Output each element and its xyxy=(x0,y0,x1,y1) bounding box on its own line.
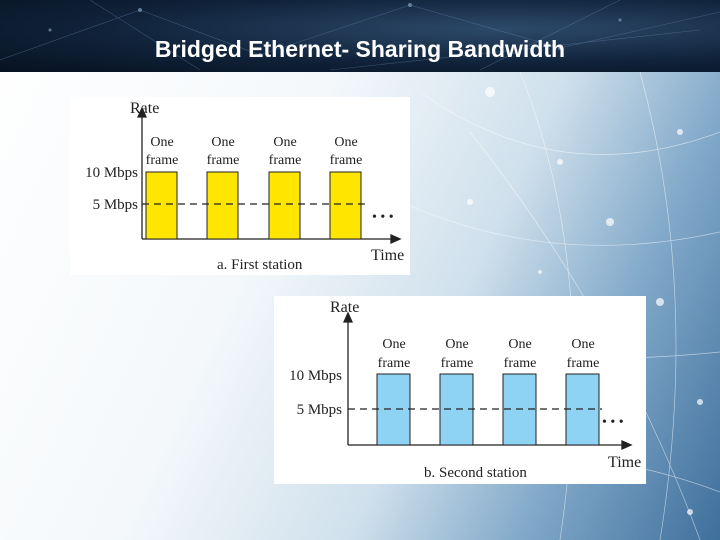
frame-label-2-line1: One xyxy=(445,337,469,352)
diagram-caption: b. Second station xyxy=(424,465,527,481)
y-axis-label: Rate xyxy=(130,100,160,117)
x-axis-label: Time xyxy=(608,454,642,471)
frame-label-3-line2: frame xyxy=(268,153,302,168)
frame-label-4-line2: frame xyxy=(329,153,363,168)
diagram-caption: a. First station xyxy=(217,257,303,273)
frame-label-2-line1: One xyxy=(211,135,235,150)
frame-bar-1 xyxy=(146,172,177,239)
level-low-label: 5 Mbps xyxy=(296,402,342,418)
diagram-first-station xyxy=(70,97,410,275)
level-high-label: 10 Mbps xyxy=(289,368,342,384)
title-bar xyxy=(0,0,720,72)
x-axis-arrow xyxy=(391,235,400,243)
frame-label-2-line2: frame xyxy=(206,153,240,168)
slide-title: Bridged Ethernet- Sharing Bandwidth xyxy=(154,36,566,62)
continuation-ellipsis: • • • xyxy=(602,415,624,430)
frame-label-1-line1: One xyxy=(150,135,174,150)
frame-label-4-line2: frame xyxy=(566,356,600,371)
x-axis-label: Time xyxy=(371,247,405,264)
frame-bar-3 xyxy=(269,172,300,239)
frame-bar-1 xyxy=(377,374,410,445)
frame-label-1-line1: One xyxy=(382,337,406,352)
y-axis-label: Rate xyxy=(330,299,360,316)
diagram-second-station xyxy=(274,296,646,484)
frame-label-3-line2: frame xyxy=(503,356,537,371)
level-high-label: 10 Mbps xyxy=(85,165,138,181)
frame-label-1-line2: frame xyxy=(377,356,411,371)
frame-label-3-line1: One xyxy=(273,135,297,150)
frame-bar-2 xyxy=(207,172,238,239)
x-axis-arrow xyxy=(622,441,631,449)
level-low-label: 5 Mbps xyxy=(92,197,138,213)
frame-label-2-line2: frame xyxy=(440,356,474,371)
frame-label-4-line1: One xyxy=(571,337,595,352)
frame-label-3-line1: One xyxy=(508,337,532,352)
continuation-ellipsis: • • • xyxy=(372,210,394,225)
frame-label-4-line1: One xyxy=(334,135,358,150)
frame-label-1-line2: frame xyxy=(145,153,179,168)
frame-bar-4 xyxy=(330,172,361,239)
frames xyxy=(146,172,361,239)
